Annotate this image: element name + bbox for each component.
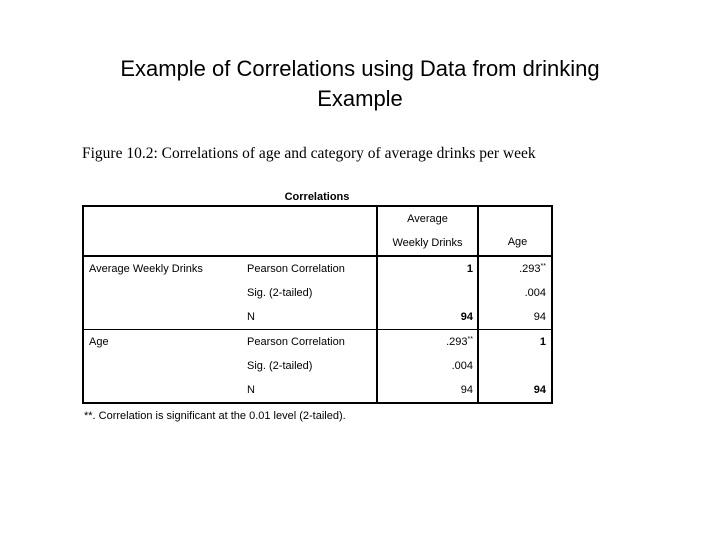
slide-title-line-1: Example of Correlations using Data from drinking	[120, 56, 600, 81]
cell-value	[478, 256, 552, 281]
header-col1-line2: Weekly Drinks	[377, 231, 478, 256]
figure-caption: Figure 10.2: Correlations of age and category of average drinks per week	[82, 145, 536, 162]
row-stat-label: N	[243, 305, 377, 330]
row-variable-label: Age	[89, 336, 109, 348]
row-stat-label: Sig. (2-tailed)	[243, 281, 377, 305]
significance-marker: **	[540, 263, 546, 270]
cell-value: 94	[533, 384, 546, 396]
row-stat-label: Sig. (2-tailed)	[243, 354, 377, 378]
row-variable-label: Average Weekly Drinks	[89, 263, 203, 275]
cell-value: 1	[377, 256, 478, 281]
table-row	[83, 378, 552, 403]
cell-value	[478, 354, 552, 378]
correlations-table	[82, 205, 553, 404]
cell-value: .004	[377, 354, 478, 378]
header-spacer	[478, 206, 552, 256]
slide-title	[40, 54, 680, 114]
cell-value-number: .293	[446, 336, 468, 348]
header-empty-var	[83, 206, 243, 256]
cell-value	[377, 281, 478, 305]
cell-value: .004	[524, 287, 546, 299]
row-variable-empty	[83, 305, 243, 330]
cell-value: 94	[377, 305, 478, 330]
table-footnote: **. Correlation is significant at the 0.01 level (2-tailed).	[84, 410, 346, 422]
table-row	[83, 281, 552, 305]
slide-title-line-2: Example	[317, 86, 403, 111]
cell-value: 1	[539, 336, 546, 348]
cell-value: 94	[377, 378, 478, 403]
header-empty-stat	[243, 206, 377, 256]
table-row	[83, 305, 552, 330]
cell-value	[377, 330, 478, 355]
table-header-row	[83, 206, 552, 231]
row-variable-empty	[83, 378, 243, 403]
table-title: Correlations	[284, 191, 350, 203]
table-row	[83, 256, 552, 281]
cell-value-number: .293	[519, 263, 541, 275]
row-stat-label: N	[243, 378, 377, 403]
header-col1-line1: Average	[377, 206, 478, 231]
table-row	[83, 330, 552, 355]
row-stat-label: Pearson Correlation	[243, 330, 377, 355]
row-variable-empty	[83, 354, 243, 378]
cell-value: 94	[478, 305, 552, 330]
row-stat-label: Pearson Correlation	[243, 256, 377, 281]
significance-marker: **	[467, 336, 473, 343]
row-variable-empty	[83, 281, 243, 305]
header-col2: Age	[507, 236, 528, 248]
table-row	[83, 354, 552, 378]
